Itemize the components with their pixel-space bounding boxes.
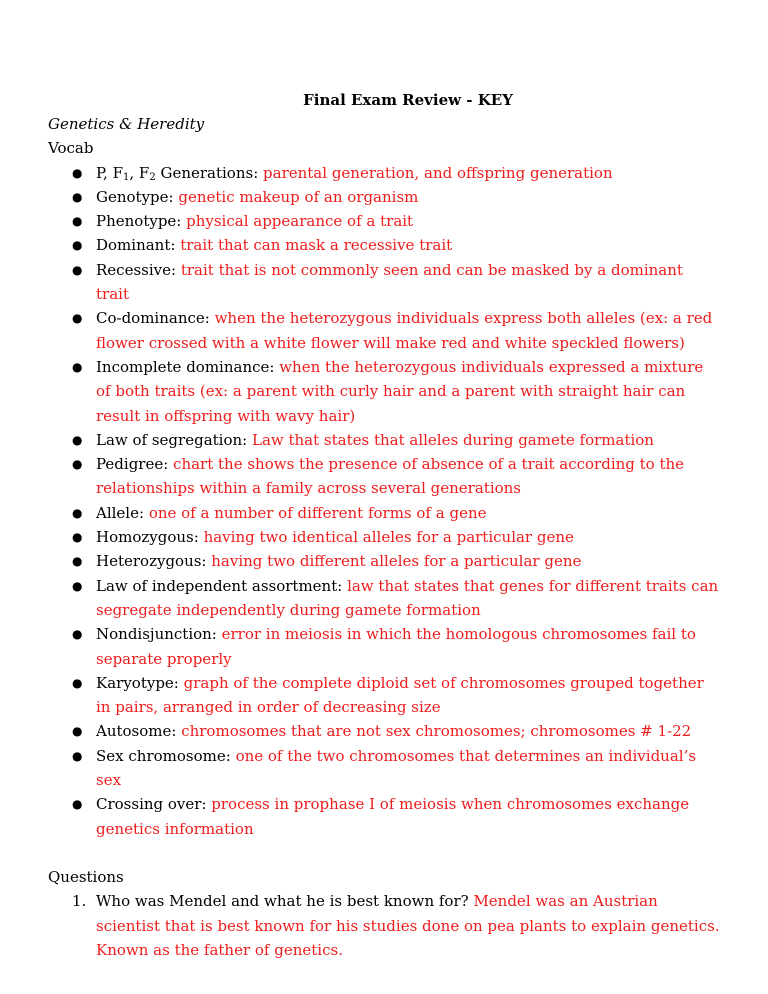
vocab-item xyxy=(72,161,720,185)
vocab-item xyxy=(72,549,720,573)
vocab-term: Incomplete dominance: xyxy=(96,357,280,376)
bullet-icon: ● xyxy=(72,432,83,447)
vocab-item xyxy=(72,306,720,355)
vocab-definition: trait that can mask a recessive trait xyxy=(180,236,453,255)
vocab-term: Law of independent assortment: xyxy=(96,576,348,595)
vocab-item xyxy=(72,719,720,743)
vocab-item xyxy=(72,185,720,209)
bullet-icon: ● xyxy=(72,311,83,326)
bullet-icon: ● xyxy=(72,238,83,253)
vocab-item xyxy=(72,744,720,793)
page-title: Final Exam Review - KEY xyxy=(303,91,513,109)
vocab-term: Autosome: xyxy=(96,722,182,741)
vocab-term: Nondisjunction: xyxy=(96,625,222,644)
vocab-definition: when the heterozygous individuals express both alleles (ex: a red flower crossed with a white flower will make red and white speckled flowers) xyxy=(96,309,713,352)
vocab-definition: graph of the complete diploid set of chromosomes grouped together in pairs, arranged in order of decreasing size xyxy=(96,673,704,717)
vocab-term: Sex chromosome: xyxy=(96,746,236,765)
bullet-icon: ● xyxy=(72,554,83,569)
vocab-item xyxy=(72,792,720,841)
vocab-definition: Law that states that alleles during gamete formation xyxy=(251,430,654,449)
vocab-item xyxy=(72,209,720,233)
section-title: Genetics & Heredity xyxy=(48,115,205,133)
bullet-icon: ● xyxy=(72,675,83,690)
vocab-term: Law of segregation: xyxy=(96,430,252,449)
vocab-definition: parental generation, and offspring generation xyxy=(263,163,613,182)
vocab-term: Pedigree: xyxy=(96,455,174,474)
vocab-definition: chromosomes that are not sex chromosomes; chromosomes # 1-22 xyxy=(181,722,692,741)
vocab-definition: one of a number of different forms of a gene xyxy=(148,503,487,522)
vocab-definition: trait that is not commonly seen and can be masked by a dominant trait xyxy=(96,260,683,304)
vocab-item xyxy=(72,671,720,720)
vocab-item xyxy=(72,622,720,671)
question-answer: Mendel was an Austrian scientist that is best known for his studies done on pea plants to explain genetics. Known as the father of genetics. xyxy=(96,892,720,959)
vocab-heading: Vocab xyxy=(48,139,94,158)
bullet-icon: ● xyxy=(72,214,83,229)
bullet-icon: ● xyxy=(72,457,83,472)
bullet-icon: ● xyxy=(72,165,83,180)
vocab-definition: process in prophase I of meiosis when chromosomes exchange genetics information xyxy=(96,795,690,838)
vocab-definition: having two identical alleles for a particular gene xyxy=(203,528,574,547)
questions-heading: Questions xyxy=(48,867,124,886)
vocab-term: Phenotype: xyxy=(96,212,187,231)
vocab-item xyxy=(72,233,720,257)
bullet-icon: ● xyxy=(72,530,83,545)
vocab-item xyxy=(72,574,720,623)
vocab-definition: when the heterozygous individuals expressed a mixture of both traits (ex: a parent with curly hair and a parent with straight hair can result in offspring with wavy hair) xyxy=(96,357,704,425)
bullet-icon: ● xyxy=(72,627,83,642)
vocab-term: Karyotype: xyxy=(96,673,184,692)
vocab-item xyxy=(72,525,720,549)
vocab-item xyxy=(72,355,720,428)
vocab-definition: law that states that genes for different traits can segregate independently during gamete formation xyxy=(96,576,719,619)
question-item xyxy=(72,889,720,962)
bullet-icon: ● xyxy=(72,262,83,277)
vocab-item xyxy=(72,428,720,452)
bullet-icon: ● xyxy=(72,505,83,520)
bullet-icon: ● xyxy=(72,359,83,374)
vocab-term: Co-dominance: xyxy=(96,309,215,328)
vocab-definition: error in meiosis in which the homologous chromosomes fail to separate properly xyxy=(96,625,696,668)
vocab-term: Heterozygous: xyxy=(96,552,212,571)
vocab-item xyxy=(72,258,720,307)
vocab-term: Homozygous: xyxy=(96,528,204,547)
vocab-definition: physical appearance of a trait xyxy=(186,212,414,231)
vocab-definition: genetic makeup of an organism xyxy=(178,187,419,206)
bullet-icon: ● xyxy=(72,189,83,204)
vocab-term: Genotype: xyxy=(96,187,179,206)
question-list xyxy=(48,889,720,962)
vocab-definition: having two different alleles for a particular gene xyxy=(211,552,582,571)
vocab-list xyxy=(48,161,720,841)
vocab-definition: one of the two chromosomes that determines an individual’s sex xyxy=(96,746,697,790)
bullet-icon: ● xyxy=(72,578,83,593)
vocab-definition: chart the shows the presence of absence of a trait according to the relationships within a family across several generations xyxy=(96,455,685,498)
question-text: Who was Mendel and what he is best known for? xyxy=(96,892,474,911)
vocab-item xyxy=(72,501,720,525)
question-number: 1. xyxy=(72,892,87,911)
vocab-term: Crossing over: xyxy=(96,795,212,814)
vocab-term: Allele: xyxy=(96,503,149,522)
vocab-item xyxy=(72,452,720,501)
bullet-icon: ● xyxy=(72,748,83,763)
vocab-term: Recessive: xyxy=(96,260,181,279)
vocab-term: Dominant: xyxy=(96,236,181,255)
bullet-icon: ● xyxy=(72,797,83,812)
bullet-icon: ● xyxy=(72,724,83,739)
vocab-term: P, $F_1$, $F_2$ Generations: xyxy=(96,163,264,183)
